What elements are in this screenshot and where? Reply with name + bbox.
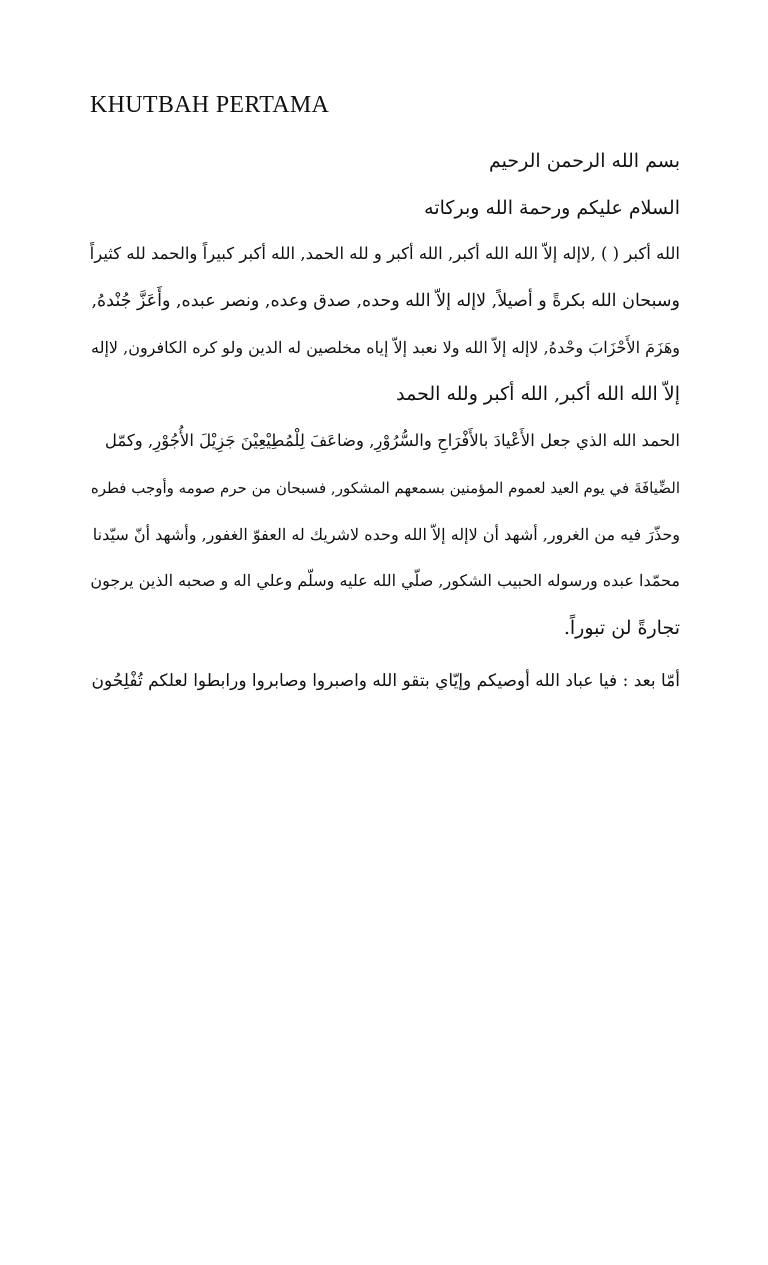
- text-line: وسبحان الله بكرةً و أصيلاً, لاإله إلاّ الله وحده, صدق وعده, ونصر عبده, وأَعَزَّ جُنْدهُ,: [91, 291, 680, 312]
- text-line: الله أكبر ( ) ,لاإله إلاّ الله الله أكبر, الله أكبر و لله الحمد, الله أكبر كبيراً والحمد لله كثيراً: [90, 244, 680, 264]
- text-line: وحذّرَ فيه من الغرور, أشهد أن لاإله إلاّ الله وحده لاشريك له العفوّ الغفور, وأشهد أنّ سيّدنا: [92, 524, 680, 544]
- text-line: السلام عليكم ورحمة الله وبركاته: [424, 196, 680, 219]
- text-line: إلاّ الله الله أكبر, الله أكبر ولله الحمد: [396, 383, 680, 406]
- khutbah-body: [90, 138, 680, 704]
- text-line: الضِّيافَةَ في يوم العيد لعموم المؤمنين بسمعهم المشكور, فسبحان من حرم صومه وأوجب فطره: [90, 478, 680, 497]
- text-line: الحمد الله الذي جعل الأَعْيادَ بالأَفْرَاحِ والسُّرُوْرِ, وضاعَفَ لِلْمُطِيْعِيْنَ جَزِيْلَ الأُجُوْرِ, وكمّل: [104, 431, 680, 451]
- text-line: أمّا بعد : فيا عباد الله أوصيكم وإيّاي بتقو الله واصبروا وصابروا ورابطوا لعلكم تُفْلِحُون: [91, 670, 680, 691]
- text-line: تجارةً لن تبوراً.: [563, 616, 680, 639]
- text-line: بسم الله الرحمن الرحيم: [489, 150, 680, 172]
- text-line: محمّدا عبده ورسوله الحبيب الشكور, صلّي الله عليه وسلّم وعلي اله و صحبه الذين يرجون: [90, 571, 680, 591]
- text-line: وهَزَمَ الأَحْزَابَ وحْدهُ, لاإله إلاّ الله ولا نعبد إلاّ إياه مخلصين له الدين ولو كره الكافرون, لاإله: [91, 337, 680, 357]
- page-title: KHUTBAH PERTAMA: [90, 92, 330, 118]
